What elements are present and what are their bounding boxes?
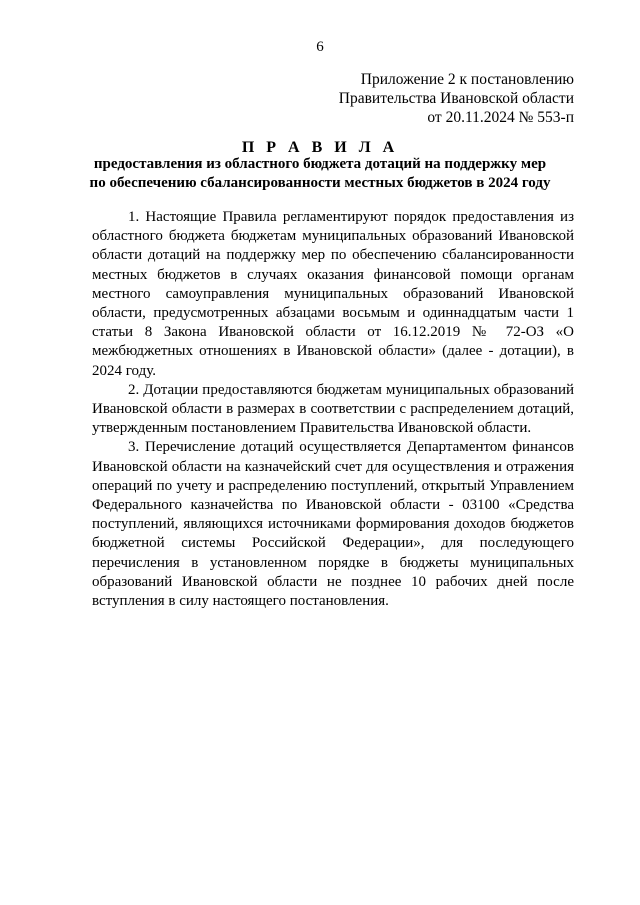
subtitle-line-2: по обеспечению сбалансированности местных бюджетов в 2024 году xyxy=(89,175,551,191)
document-title: П Р А В И Л А xyxy=(241,139,399,156)
appendix-header xyxy=(274,70,574,127)
appendix-line-3: от 20.11.2024 № 553-п xyxy=(427,109,574,126)
paragraph-1: 1. Настоящие Правила регламентируют порядок предоставления из областного бюджета бюджетам муниципальных образований Ивановской области дотаций на поддержку мер по обеспечению сбалансированности местных бюджетов в случаях оказания финансовой помощи органам местного самоуправления муниципальных образований Ивановской области, предусмотренных абзацами восьмым и одиннадцатым части 1 статьи 8 Закона Ивановской области от 16.12.2019 № 72-ОЗ «О межбюджетных отношениях в Ивановской области» (далее - дотации), в 2024 году. xyxy=(92,209,574,379)
paragraph-3: 3. Перечисление дотаций осуществляется Департаментом финансов Ивановской области на казначейский счет для осуществления и отражения операций по учету и распределению поступлений, открытый Управлением Федерального казначейства по Ивановской области - 03100 «Средства поступлений, являющихся источниками формирования доходов бюджетов бюджетной системы Российской Федерации», для последующего перечисления в установленном порядке в бюджеты муниципальных образований Ивановской области не позднее 10 рабочих дней после вступления в силу настоящего постановления. xyxy=(92,439,574,610)
page-number: 6 xyxy=(316,39,324,55)
document-subtitle xyxy=(60,155,580,193)
appendix-line-2: Правительства Ивановской области xyxy=(338,90,574,107)
subtitle-line-1: предоставления из областного бюджета дотаций на поддержку мер xyxy=(93,156,547,172)
appendix-line-1: Приложение 2 к постановлению xyxy=(360,71,574,88)
paragraph-2: 2. Дотации предоставляются бюджетам муниципальных образований Ивановской области в размерах в соответствии с распределением дотаций, утвержденным постановлением Правительства Ивановской области. xyxy=(92,381,574,437)
document-body xyxy=(92,208,574,611)
